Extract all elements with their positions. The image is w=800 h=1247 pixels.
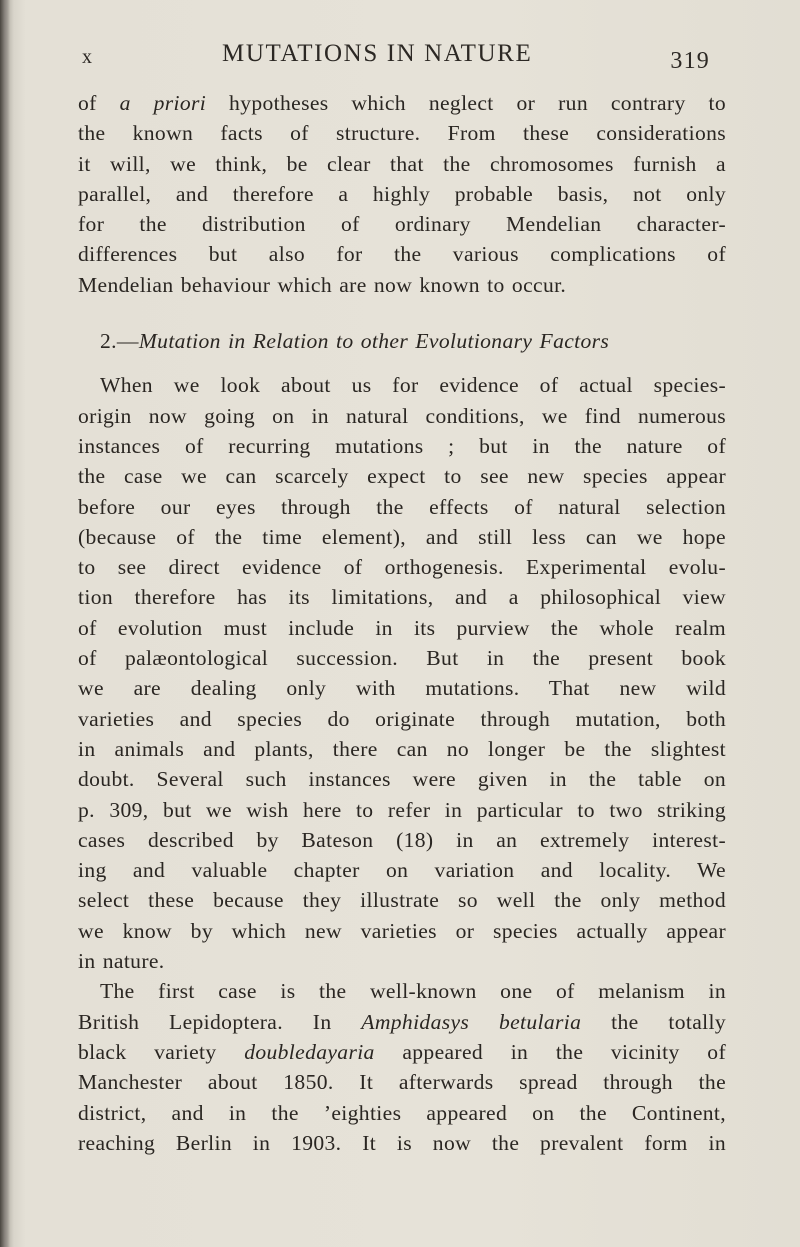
text-line: reaching Berlin in 1903. It is now the prevalent form in (78, 1130, 726, 1155)
text-line: origin now going on in natural conditions, we find numerous (78, 403, 726, 428)
italic-phrase: a priori (119, 91, 207, 115)
text-line: it will, we think, be clear that the chromosomes furnish a (78, 151, 726, 176)
variety-name: doubledayaria (244, 1039, 375, 1064)
text-line: differences but also for the various complications of (78, 242, 726, 267)
chapter-number: x (82, 46, 94, 68)
text-line: we know by which new varieties or species actually appear (78, 918, 726, 943)
section-heading (78, 326, 726, 356)
text-line: of palæontological succession. But in the present book (78, 646, 726, 671)
text-line: black variety doubledayaria appeared in the vicinity of (78, 1039, 726, 1064)
text-line: the case we can scarcely expect to see new species appear (78, 464, 726, 489)
text-line: tion therefore has its limitations, and a philosophical view (78, 585, 726, 610)
section-number: 2.— (100, 329, 139, 354)
text-line: p. 309, but we wish here to refer in particular to two striking (78, 797, 726, 822)
text-line: Manchester about 1850. It afterwards spread through the (78, 1070, 726, 1095)
text-line: (because of the time element), and still less can we hope (78, 524, 726, 549)
section-title: Mutation in Relation to other Evolutionary Factors (138, 329, 610, 354)
text-line: in animals and plants, there can no longer be the slightest (78, 736, 726, 761)
text-line: doubt. Several such instances were given in the table on (78, 767, 726, 792)
text-line: ing and valuable chapter on variation and locality. We (78, 858, 726, 883)
text-line: before our eyes through the effects of natural selection (78, 494, 726, 519)
text-line: The first case is the well-known one of melanism in (100, 979, 726, 1004)
text-line: parallel, and therefore a highly probable basis, not only (78, 181, 726, 206)
text-line: of evolution must include in its purview the whole realm (78, 615, 726, 640)
text-line: Mendelian behaviour which are now known to occur. (78, 272, 567, 297)
text-line: for the distribution of ordinary Mendelian character- (78, 212, 726, 237)
text-line: cases described by Bateson (18) in an extremely interest- (78, 827, 726, 852)
text-line: in nature. (78, 949, 165, 974)
text-line: instances of recurring mutations ; but in the nature of (78, 433, 726, 458)
running-title: MUTATIONS IN NATURE (222, 40, 533, 67)
text-line: of a priori hypotheses which neglect or run contrary to (78, 91, 727, 115)
text-line: the known facts of structure. From these considerations (78, 121, 726, 146)
page-number: 319 (670, 48, 710, 74)
running-header (78, 38, 718, 78)
text-line: district, and in the ’eighties appeared on the Continent, (78, 1100, 726, 1125)
text-line: British Lepidoptera. In Amphidasys betularia the totally (78, 1009, 726, 1034)
text-line: varieties and species do originate through mutation, both (78, 706, 726, 731)
text-line: select these because they illustrate so well the only method (78, 888, 726, 913)
text-line: When we look about us for evidence of actual species- (100, 373, 726, 398)
body-text (78, 88, 726, 1158)
book-spine-shadow (0, 0, 10, 1247)
text-line: to see direct evidence of orthogenesis. Experimental evolu- (78, 555, 726, 580)
text-line: we are dealing only with mutations. That new wild (78, 676, 726, 701)
species-name: Amphidasys betularia (361, 1009, 582, 1034)
